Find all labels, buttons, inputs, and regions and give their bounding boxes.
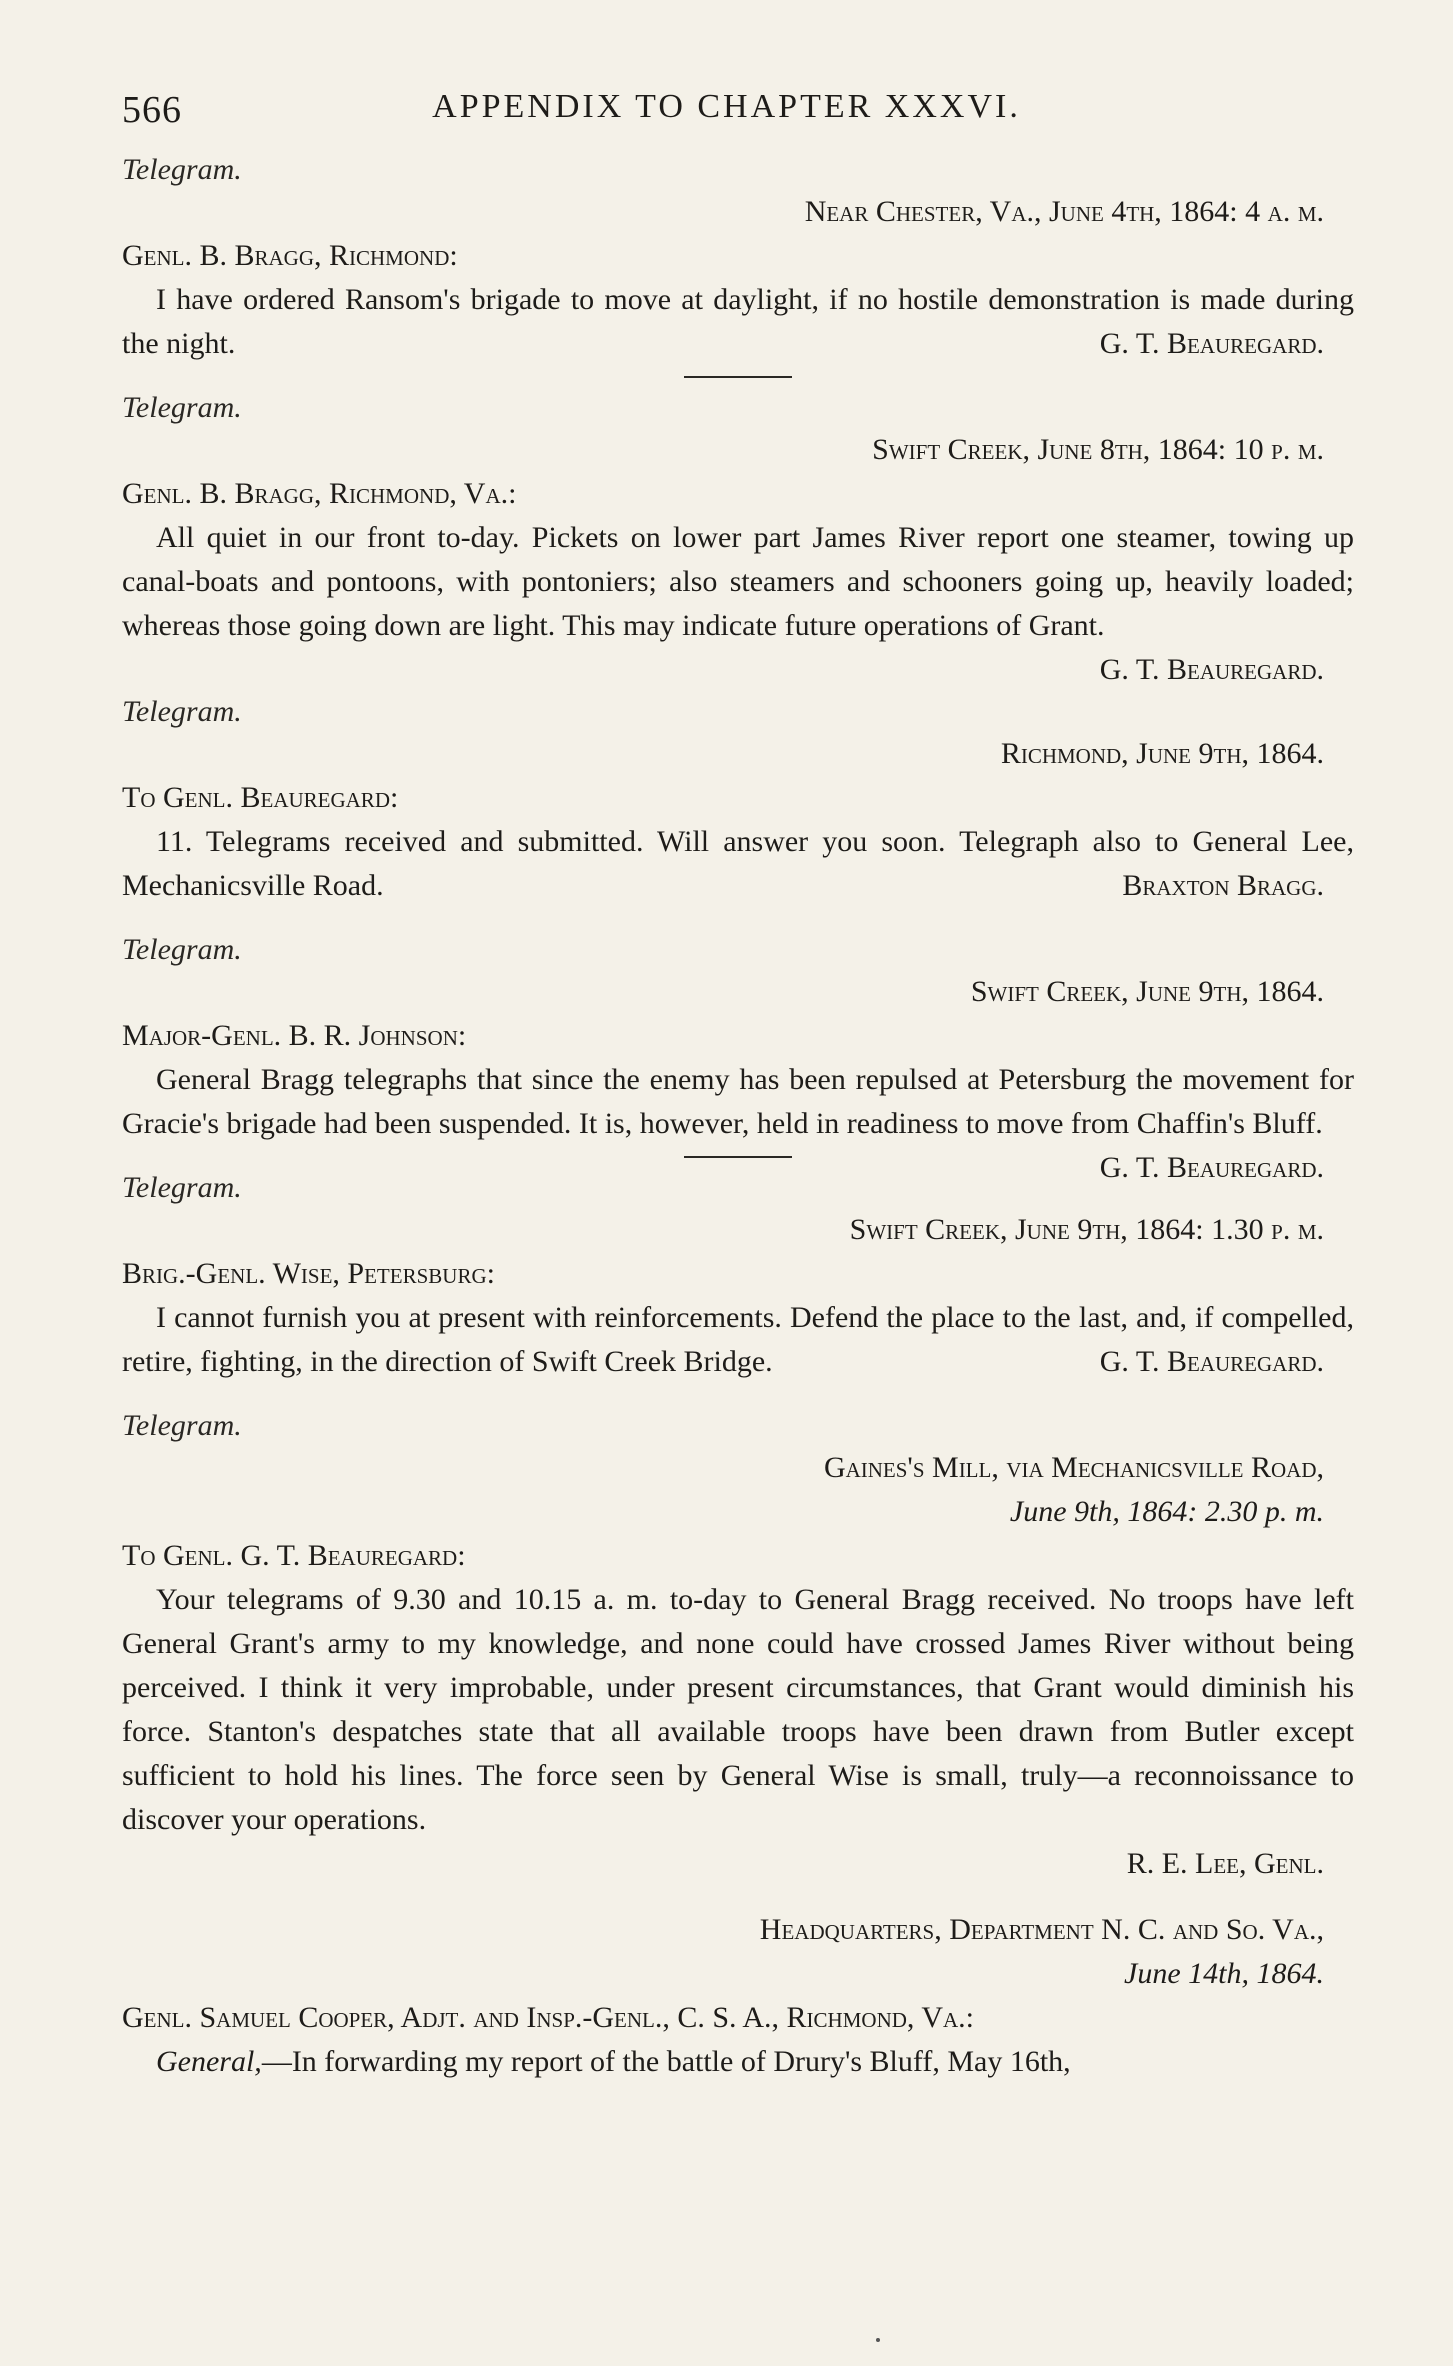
message-text: —In forwarding my report of the battle of Drury's Bluff, May 16th,: [261, 2045, 1071, 2078]
message-text: I cannot furnish you at present with reinforcements. Defend the place to the last, and, if compelled, retire, fighting, in the direction of Swift Creek Bridge.: [122, 1301, 1354, 1378]
message-body: [122, 820, 1354, 908]
signature: G. T. Beauregard.: [1099, 1151, 1324, 1184]
recipient: Brig.-Genl. Wise, Petersburg:: [122, 1257, 495, 1290]
message-body: [122, 278, 1354, 366]
spacer: [122, 908, 1354, 930]
message-body: All quiet in our front to-day. Pickets on lower part James River report one steamer, towing up canal-boats and pontoons, with pontoniers; also steamers and schooners going up, heavily loaded; whereas those going down are light. This may indicate future operations of Grant.: [122, 521, 1354, 642]
message-text: I have ordered Ransom's brigade to move at daylight, if no hostile demonstration is made during the night.: [122, 283, 1354, 360]
signature: G. T. Beauregard.: [1099, 653, 1324, 686]
message-text: General Bragg telegraphs that since the enemy has been repulsed at Petersburg the movement for Gracie's brigade had been suspended. It is, however, held in readiness to move from Chaffin's Bluff.: [122, 1063, 1354, 1140]
recipient: Genl. B. Bragg, Richmond, Va.:: [122, 477, 517, 510]
signature: Braxton Bragg.: [1122, 869, 1324, 902]
dateline-line-2: June 9th, 1864: 2.30 p. m.: [1009, 1495, 1324, 1528]
telegram-4: [122, 930, 1354, 1184]
dateline: Near Chester, Va., June 4th, 1864: 4 a. m.: [804, 195, 1324, 228]
message-text: 11. Telegrams received and submitted. Will answer you soon. Telegraph also to General Lee, Mechanicsville Road.: [122, 825, 1354, 902]
telegram-label: Telegram.: [122, 391, 242, 424]
telegram-5: [122, 1168, 1354, 1384]
dateline: Richmond, June 9th, 1864.: [1000, 737, 1324, 770]
salutation: General,: [156, 2045, 262, 2078]
message-body: [122, 2040, 1354, 2084]
page-speck: [876, 2338, 880, 2342]
message-body: Your telegrams of 9.30 and 10.15 a. m. to-day to General Bragg received. No troops have left General Grant's army to my knowledge, and none could have crossed James River without being perceived. I think it very improbable, under present circumstances, that Grant would diminish his force. Stanton's despatches state that all available troops have been drawn from Butler except sufficient to hold his lines. The force seen by General Wise is small, truly—a reconnoissance to discover your operations.: [122, 1583, 1354, 1836]
signature: G. T. Beauregard.: [1099, 327, 1324, 360]
page-number: 566: [122, 89, 182, 131]
telegram-1: [122, 150, 1354, 366]
dateline: Swift Creek, June 9th, 1864: 1.30 p. m.: [849, 1213, 1324, 1246]
recipient: Genl. Samuel Cooper, Adjt. and Insp.-Genl., C. S. A., Richmond, Va.:: [122, 2001, 975, 2034]
separator-rule: [684, 376, 792, 378]
dateline-line-1: Gaines's Mill, via Mechanicsville Road,: [823, 1451, 1324, 1484]
telegram-label: Telegram.: [122, 695, 242, 728]
page-body: [122, 150, 1354, 2084]
dateline: Swift Creek, June 9th, 1864.: [970, 975, 1324, 1008]
telegram-label: Telegram.: [122, 153, 242, 186]
letter-cooper: [122, 1908, 1354, 2084]
spacer: [122, 1886, 1354, 1908]
dateline: Swift Creek, June 8th, 1864: 10 p. m.: [872, 433, 1324, 466]
separator-rule: [684, 1156, 792, 1158]
running-title: APPENDIX TO CHAPTER XXXVI.: [432, 88, 1021, 125]
spacer: [122, 1384, 1354, 1406]
telegram-label: Telegram.: [122, 1409, 242, 1442]
message-body: [122, 1058, 1354, 1184]
dateline-line-1: Headquarters, Department N. C. and So. Va.,: [759, 1913, 1324, 1946]
telegram-2: [122, 388, 1354, 692]
message-body: [122, 1296, 1354, 1384]
telegram-3: [122, 692, 1354, 908]
signature: R. E. Lee, Genl.: [1126, 1847, 1324, 1880]
telegram-label: Telegram.: [122, 1171, 242, 1204]
telegram-6: [122, 1406, 1354, 1886]
recipient: Major-Genl. B. R. Johnson:: [122, 1019, 467, 1052]
telegram-label: Telegram.: [122, 933, 242, 966]
signature: G. T. Beauregard.: [1099, 1345, 1324, 1378]
recipient: To Genl. Beauregard:: [122, 781, 399, 814]
dateline-line-2: June 14th, 1864.: [1124, 1957, 1324, 1990]
page-header: [0, 88, 1453, 132]
recipient: Genl. B. Bragg, Richmond:: [122, 239, 458, 272]
recipient: To Genl. G. T. Beauregard:: [122, 1539, 466, 1572]
